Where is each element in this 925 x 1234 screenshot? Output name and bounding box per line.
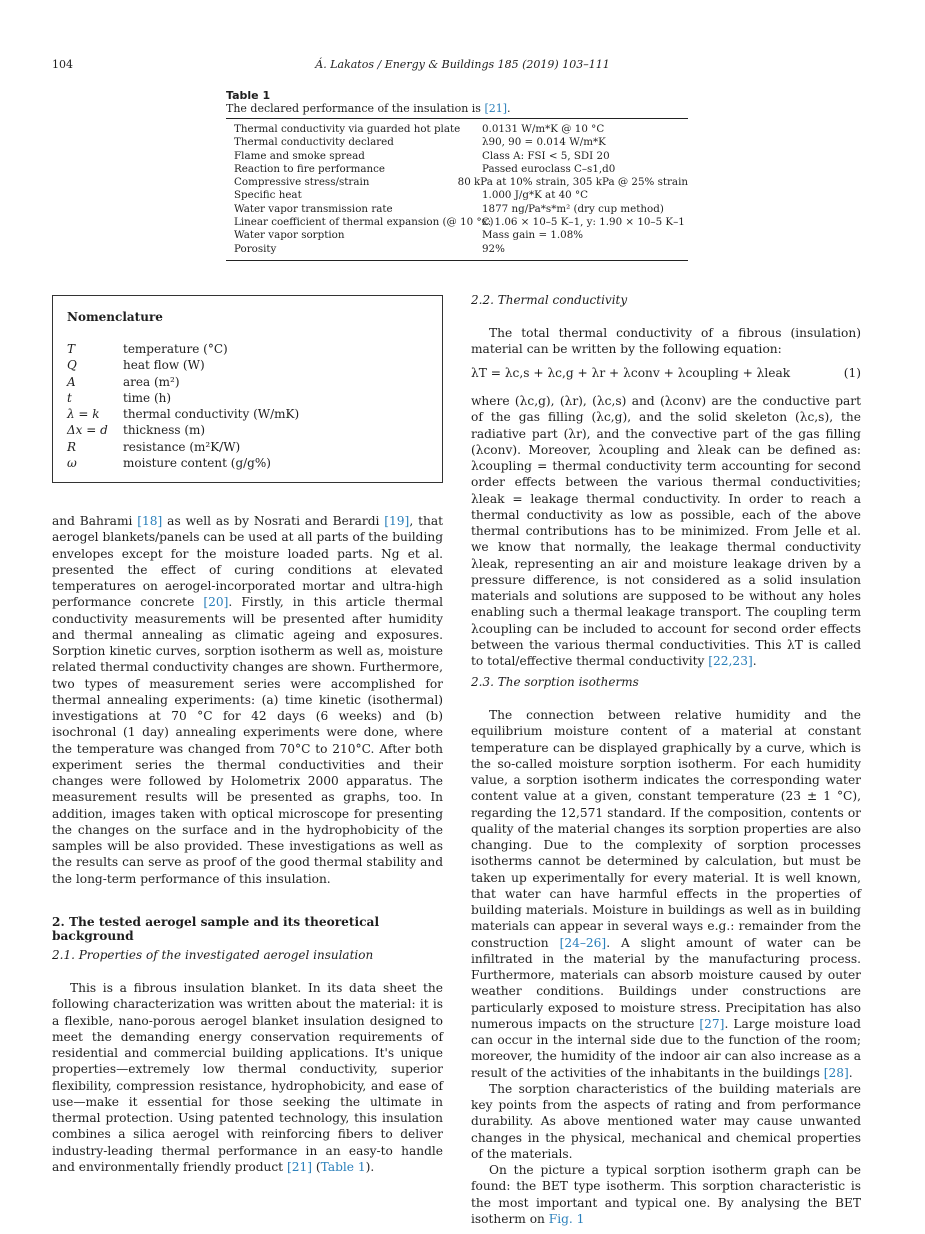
table-caption-citation-link[interactable]: [21] [484,102,508,115]
table-row [234,150,688,163]
text-run: ( [312,1159,321,1174]
table-cell-value: 80 kPa at 10% strain, 305 kPa @ 25% strain [457,176,688,189]
left-column-section-2-1 [52,980,443,1175]
table-label: Table 1 [226,89,271,102]
table-row [234,189,688,202]
paragraph-text [471,393,861,669]
nomenclature-symbol: Δx = d [67,423,108,438]
nomenclature-definition: thermal conductivity (W/mK) [123,407,300,422]
citation-link[interactable]: [27] [699,1016,725,1031]
nomenclature-item [67,406,299,422]
table-cell-property: Specific heat [234,189,302,202]
subsection-2-3-title: 2.3. The sorption isotherms [471,675,639,689]
nomenclature-symbol: A [67,374,76,389]
citation-link[interactable]: [28] [823,1065,849,1080]
text-run: This is a fibrous insulation blanket. In its data sheet the following characterization was written about the material: it is a flexible, nano-porous aerogel blanket insulation designed to meet the demanding energy conservation requirements of residential and commercial building applications. It's unique properties—extremely low thermal conductivity, superior flexibility, compression resistance, hydrophobicity, and ease of use—make it essential for those seeking the ultimate in thermal protection. Using patented technology, this insulation combines a silica aerogel with reinforcing fibers to deliver industry-leading thermal performance in an easy-to handle and environmentally friendly product [52,981,443,1174]
table-cell-value: x: 1.06 × 10–5 K–1, y: 1.90 × 10–5 K–1 [482,216,685,229]
text-run: ). [365,1159,375,1174]
text-run: . A slight amount of water can be infiltrated in the material by the manufacturing process. Furthermore, materials can absorb moisture caused by outer weather conditions. Buildings under constructions are particularly exposed to moisture stress. Precipitation has also numerous impacts on the structure [471,935,861,1031]
nomenclature-item [67,439,299,455]
table-row [234,203,688,216]
nomenclature-item [67,341,299,357]
nomenclature-item [67,390,299,406]
table-cell-value: 1877 ng/Pa*s*m² (dry cup method) [482,202,664,215]
nomenclature-symbol: T [67,342,76,356]
table-1-link[interactable]: Table 1 [320,1159,366,1174]
table-row [234,136,688,149]
table-top-rule [226,118,688,119]
text-run: The connection between relative humidity and the equilibrium moisture content of a material at constant temperature can be displayed graphically by a curve, which is the so-called moisture sorption isotherm. For each humidity value, a sorption isotherm indicates the corresponding water content value at a given, constant temperature (23 ± 1 °C), regarding the 12,571 standard. If the composition, contents or quality of the material changes its sorption properties are also changing. Due to the complexity of sorption processes isotherms cannot be determined by calculation, but must be taken up experimentally for every material. It is well known, that water can have harmful effects in the properties of building materials. Moisture in buildings as well as in building materials can appear in several ways e.g.: remainder from the construction [471,708,861,950]
citation-link[interactable]: [20] [203,595,229,610]
subsection-2-1-title: 2.1. Properties of the investigated aerogel insulation [52,948,374,962]
table-cell-value: 1.000 J/g*K at 40 °C [482,189,589,202]
paragraph-2-1 [52,980,443,1175]
table-row [234,163,688,176]
paragraph-2-3-c [471,1162,861,1227]
nomenclature-symbol: Q [67,358,77,373]
citation-link[interactable]: [24–26] [559,935,607,950]
nomenclature-item [67,455,299,471]
table-row [234,243,688,256]
text-run: as well as by Nosrati and Berardi [162,514,385,528]
table-cell-property: Linear coefficient of thermal expansion (@ 10 °C) [234,216,494,229]
nomenclature-title: Nomenclature [67,310,163,324]
figure-1-link[interactable]: Fig. 1 [548,1211,585,1226]
paragraph-text: The total thermal conductivity of a fibrous (insulation) material can be written by the following equation: [471,326,861,357]
table-cell-property: Porosity [234,242,277,255]
nomenclature-definition: moisture content (g/g%) [123,456,271,471]
nomenclature-box [52,295,443,483]
nomenclature-symbol: t [67,390,72,405]
nomenclature-definition: area (m²) [123,374,180,389]
nomenclature-definition: resistance (m²K/W) [123,439,241,454]
table-cell-property: Compressive stress/strain [234,176,370,189]
journal-header: Á. Lakatos / Energy & Buildings 185 (2019) 103–111 [315,58,610,71]
right-column-section-2-3 [471,707,861,1227]
text-run: , that aerogel blankets/panels can be used at all parts of the building envelopes except for the moisture loaded parts. Ng et al. presented the effect of curing conditions at elevated temperatures on aerogel-incorporated mortar and ultra-high performance concrete [52,514,443,610]
nomenclature-symbol: R [67,439,77,454]
table-caption-end: . [507,102,511,115]
table-row [234,123,688,136]
section-2-title: 2. The tested aerogel sample and its theoretical background [52,915,380,943]
nomenclature-definition: thickness (m) [123,423,206,438]
table-body [234,123,688,256]
table-cell-property: Water vapor transmission rate [234,202,393,215]
table-row [234,216,688,229]
table-row [234,229,688,242]
table-cell-value: 92% [482,242,505,255]
table-cell-value: 0.0131 W/m*K @ 10 °C [482,123,605,135]
table-cell-property: Flame and smoke spread [234,149,365,162]
intro-paragraph [52,513,443,887]
table-caption-text: The declared performance of the insulation is [226,102,481,115]
paragraph-2-2-body [471,393,861,669]
text-run: . [752,654,757,668]
table-cell-property: Water vapor sorption [234,229,345,242]
text-run: . Large moisture load can occur in the internal side due to the function of the room; moreover, the humidity of the indoor air can also increase as a result of the activities of the inhabitants in the buildings [471,1016,861,1080]
equation-1 [471,366,861,380]
text-run: On the picture a typical sorption isotherm graph can be found: the BET type isotherm. This sorption characteristic is the most important and typical one. By analysing the BET isotherm on [471,1163,861,1226]
table-row [234,176,688,189]
table-cell-property: Thermal conductivity via guarded hot plate [234,123,461,135]
table-caption [226,102,511,115]
citation-link[interactable]: [22,23] [708,654,753,668]
citation-link[interactable]: [21] [286,1159,312,1174]
table-cell-value: Mass gain = 1.08% [482,229,584,242]
nomenclature-symbol: ω [67,456,77,471]
subsection-2-2-title: 2.2. Thermal conductivity [471,293,628,307]
nomenclature-item [67,357,299,373]
paragraph-2-3-a [471,707,861,1081]
left-column-intro [52,513,443,887]
nomenclature-symbol: λ = k [67,407,100,422]
table-cell-property: Reaction to fire performance [234,162,385,175]
page-number: 104 [52,58,73,71]
text-run: . [848,1065,853,1080]
nomenclature-definition: heat flow (W) [123,358,205,373]
nomenclature-list [67,341,299,471]
paragraph-2-2-intro [471,325,861,358]
table-cell-value: Class A: FSI < 5, SDI 20 [482,149,610,162]
nomenclature-definition: time (h) [123,390,172,405]
table-cell-property: Thermal conductivity declared [234,136,394,149]
nomenclature-item [67,422,299,438]
text-run: and Bahrami [52,514,138,528]
nomenclature-item [67,374,299,390]
text-run: where (λc,g), (λr), (λc,s) and (λconv) are the conductive part of the gas filling (λc,g), and the solid skeleton (λc,s), the radiative part (λr), and the convective part of the gas filling (λconv). Moreover, λcoupling and λleak can be defined as: λcoupling = thermal conductivity term accounting for second order effects between the various thermal conductivities; λleak = leakage thermal conductivity. In order to reach a thermal conductivity as low as possible, each of the above thermal contributions has to be minimized. From Jelle et al. we know that normally, the leakage thermal conductivity λleak, representing an air and moisture leakage driven by a pressure difference, is not considered as a solid insulation materials and solutions are supposed to be without any holes enabling such a thermal leakage transport. The coupling term λcoupling can be included to account for second order effects between the various thermal conductivities. This λT is called to total/effective thermal conductivity [471,394,861,668]
paragraph-2-3-b: The sorption characteristics of the building materials are key points from the aspects of rating and from performance durability. As above mentioned water may cause unwanted changes in the physical, mechanical and chemical properties of the materials. [471,1081,861,1161]
citation-link[interactable]: [19] [384,514,410,528]
equation-number: (1) [843,366,861,380]
citation-link[interactable]: [18] [137,514,163,528]
table-cell-value: λ90, 90 = 0.014 W/m*K [482,136,606,149]
nomenclature-definition: temperature (°C) [123,342,228,356]
table-bottom-rule [226,260,688,261]
equation-text: λT = λc,s + λc,g + λr + λconv + λcoupling + λleak [471,366,791,380]
text-run: . Firstly, in this article thermal conductivity measurements will be presented after humidity and thermal annealing as climatic ageing and exposures. Sorption kinetic curves, sorption isotherm as well as, moisture related thermal conductivity changes are shown. Furthermore, two types of measurement series were accomplished for thermal annealing experiments: (a) time kinetic (isothermal) investigations at 70 °C for 42 days (6 weeks) and (b) isochronal (1 day) annealing experiments were done, where the temperature was changed from 70°C to 210°C. After both experiment series the thermal conductivities and their changes were followed by Holometrix 2000 apparatus. The measurement results will be presented as graphs, too. In addition, images taken with optical microscope for presenting the changes on the surface and in the hydrophobicity of the samples will be also provided. These investigations as well as the results can serve as proof of the good thermal stability and the long-term performance of this insulation. [52,595,443,886]
table-cell-value: Passed euroclass C–s1,d0 [482,162,616,175]
